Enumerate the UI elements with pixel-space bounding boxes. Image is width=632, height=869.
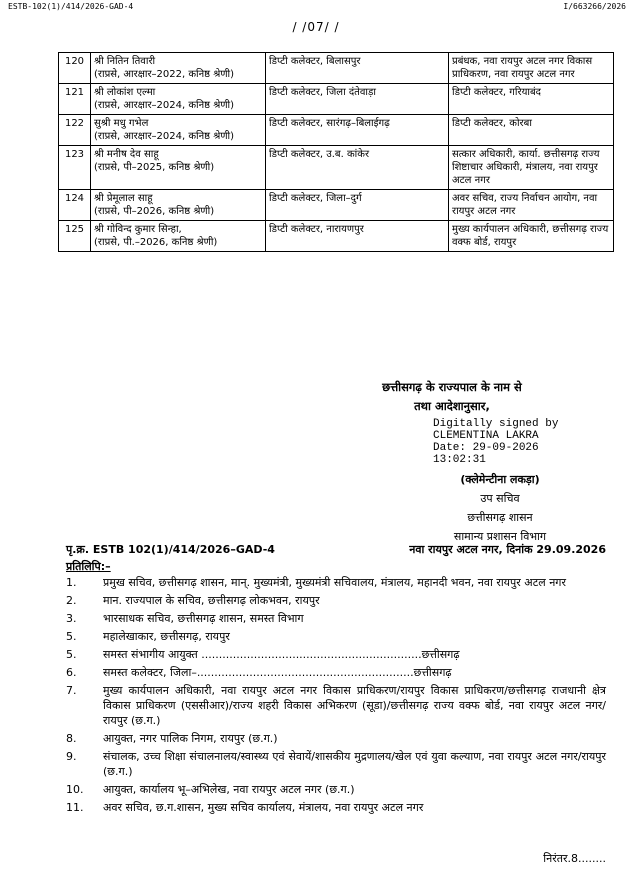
current-posting: डिप्टी कलेक्टर, बिलासपुर	[266, 53, 449, 84]
list-item-number: 6.	[66, 666, 77, 679]
current-posting: डिप्टी कलेक्टर, जिला–दुर्ग	[266, 190, 449, 221]
officer-name: श्री नितिन तिवारी	[94, 56, 156, 67]
list-item-text: भारसाधक सचिव, छत्तीसगढ़ शासन, समस्त विभाग	[103, 612, 304, 625]
current-posting: डिप्टी कलेक्टर, नारायणपुर	[266, 221, 449, 252]
officer-name: (क्लेमेन्टीना लकड़ा)	[460, 473, 540, 486]
list-item	[66, 731, 606, 746]
officer-service-detail: (राप्रसे, पी–2025, कनिष्ठ श्रेणी)	[94, 162, 215, 173]
list-item	[66, 800, 606, 815]
list-item	[66, 683, 606, 728]
officer-service-detail: (राप्रसे, आरक्षार–2024, कनिष्ठ श्रेणी)	[94, 100, 235, 111]
list-item-number: 2.	[66, 594, 77, 607]
serial-number: 120	[59, 53, 91, 84]
new-posting: अवर सचिव, राज्य निर्वाचन आयोग, नवा रायपुर अटल नगर	[449, 190, 614, 221]
list-item	[66, 782, 606, 797]
list-item-text: संचालक, उच्च शिक्षा संचालनालय/स्वास्थ्य एवं सेवायें/शासकीय मुद्रणालय/खेल एवं युवा कल्याण, नवा रायपुर अटल नगर/रायपुर (छ.ग.)	[103, 750, 606, 778]
list-item-text: आयुक्त, नगर पालिक निगम, रायपुर (छ.ग.)	[103, 732, 278, 745]
officer-service-detail: (राप्रसे, आरक्षार–2022, कनिष्ठ श्रेणी)	[94, 69, 235, 80]
list-item-number: 11.	[66, 801, 84, 814]
current-posting: डिप्टी कलेक्टर, सारंगढ़–बिलाईगढ़	[266, 115, 449, 146]
officer-cell	[91, 146, 266, 190]
list-item-number: 5.	[66, 648, 77, 661]
list-item	[66, 665, 606, 680]
officer-government: छत्तीसगढ़ शासन	[467, 511, 533, 524]
list-item	[66, 629, 606, 644]
list-item-text: समस्त कलेक्टर, जिला–..............................................................छत्तीसगढ़	[103, 666, 452, 679]
serial-number: 124	[59, 190, 91, 221]
authority-line-2: तथा आदेशानुसार,	[414, 399, 490, 413]
current-posting: डिप्टी कलेक्टर, जिला दंतेवाड़ा	[266, 84, 449, 115]
officer-cell	[91, 84, 266, 115]
page-number: / /07/ /	[292, 20, 340, 34]
officer-name: श्री लोकांश एल्मा	[94, 87, 156, 98]
list-item-number: 3.	[66, 612, 77, 625]
list-item	[66, 611, 606, 626]
document-number: I/663266/2026	[563, 2, 626, 11]
digital-signature-line: CLEMENTINA LAKRA	[433, 430, 539, 442]
list-item-number: 10.	[66, 783, 84, 796]
officer-service-detail: (राप्रसे, पी.–2026, कनिष्ठ श्रेणी)	[94, 237, 218, 248]
signing-officer	[400, 470, 600, 546]
list-item	[66, 575, 606, 590]
serial-number: 125	[59, 221, 91, 252]
copy-to-heading: प्रतिलिपि:–	[66, 560, 111, 573]
officer-name: सुश्री मधु गभेल	[94, 118, 149, 129]
digital-signature	[433, 418, 558, 466]
file-code: ESTB-102(1)/414/2026-GAD-4	[8, 2, 134, 11]
table-row	[59, 84, 614, 115]
serial-number: 122	[59, 115, 91, 146]
continuation-note: निरंतर.8........	[543, 852, 606, 865]
list-item-number: 8.	[66, 732, 77, 745]
transfer-table-body	[59, 53, 614, 252]
reference-number: पृ.क्र. ESTB 102(1)/414/2026–GAD-4	[66, 543, 275, 556]
officer-cell	[91, 53, 266, 84]
officer-name: श्री गोविन्द कुमार सिन्हा,	[94, 224, 182, 235]
list-item-text: प्रमुख सचिव, छत्तीसगढ़ शासन, मान्. मुख्यमंत्री, मुख्यमंत्री सचिवालय, मंत्रालय, महानदी भवन, नवा रायपुर अटल नगर	[103, 576, 566, 589]
digital-signature-line: Digitally signed by	[433, 418, 559, 430]
list-item	[66, 647, 606, 662]
list-item-text: मान. राज्यपाल के सचिव, छत्तीसगढ़ लोकभवन, रायपुर	[103, 594, 320, 607]
new-posting: डिप्टी कलेक्टर, गरियाबंद	[449, 84, 614, 115]
digital-signature-line: 13:02:31	[433, 454, 486, 466]
officer-designation: उप सचिव	[480, 492, 520, 505]
new-posting: डिप्टी कलेक्टर, कोरबा	[449, 115, 614, 146]
serial-number: 123	[59, 146, 91, 190]
copy-to-list	[66, 575, 606, 818]
serial-number: 121	[59, 84, 91, 115]
list-item-text: आयुक्त, कार्यालय भू–अभिलेख, नवा रायपुर अटल नगर (छ.ग.)	[103, 783, 355, 796]
table-row	[59, 221, 614, 252]
new-posting: मुख्य कार्यपालन अधिकारी, छत्तीसगढ़ राज्य वक्फ बोर्ड, रायपुर	[449, 221, 614, 252]
table-row	[59, 190, 614, 221]
officer-cell	[91, 190, 266, 221]
list-item-number: 1.	[66, 576, 77, 589]
reference-place-date: नवा रायपुर अटल नगर, दिनांक 29.09.2026	[409, 543, 606, 556]
new-posting: प्रबंधक, नवा रायपुर अटल नगर विकास प्राधिकरण, नवा रायपुर अटल नगर	[449, 53, 614, 84]
list-item-number: 5.	[66, 630, 77, 643]
order-authority	[322, 378, 582, 416]
list-item-number: 9.	[66, 750, 77, 763]
authority-line-1: छत्तीसगढ़ के राज्यपाल के नाम से	[382, 380, 522, 394]
table-row	[59, 115, 614, 146]
list-item	[66, 749, 606, 779]
officer-service-detail: (राप्रसे, पी–2026, कनिष्ठ श्रेणी)	[94, 206, 215, 217]
list-item-text: मुख्य कार्यपालन अधिकारी, नवा रायपुर अटल नगर विकास प्राधिकरण/रायपुर विकास प्राधिकरण/छत्तीसगढ़ राजधानी क्षेत्र विकास प्राधिकरण (एससीआर)/राज्य शहरी विकास अभिकरण (सूडा)/छत्तीसगढ़ राज्य वक्फ बोर्ड, नवा रायपुर अटल नगर/रायपुर (छ.ग.)	[103, 684, 606, 727]
transfer-table	[58, 52, 614, 252]
list-item-text: अवर सचिव, छ.ग.शासन, मुख्य सचिव कार्यालय, मंत्रालय, नवा रायपुर अटल नगर	[103, 801, 424, 814]
list-item-number: 7.	[66, 684, 77, 697]
current-posting: डिप्टी कलेक्टर, उ.ब. कांकेर	[266, 146, 449, 190]
list-item-text: महालेखाकार, छत्तीसगढ़, रायपुर	[103, 630, 230, 643]
digital-signature-line: Date: 29-09-2026	[433, 442, 539, 454]
officer-cell	[91, 115, 266, 146]
table-row	[59, 53, 614, 84]
new-posting: सत्कार अधिकारी, कार्या. छत्तीसगढ़ राज्य शिष्टाचार अधिकारी, मंत्रालय, नवा रायपुर अटल नगर	[449, 146, 614, 190]
list-item-text: समस्त संभागीय आयुक्त ...............................................................छत्तीसगढ़	[103, 648, 460, 661]
officer-name: श्री प्रेमूलाल साहू	[94, 193, 153, 204]
officer-cell	[91, 221, 266, 252]
list-item	[66, 593, 606, 608]
officer-department: सामान्य प्रशासन विभाग	[453, 530, 547, 543]
officer-service-detail: (राप्रसे, आरक्षार–2024, कनिष्ठ श्रेणी)	[94, 131, 235, 142]
table-row	[59, 146, 614, 190]
officer-name: श्री मनीष देव साहू	[94, 149, 159, 160]
